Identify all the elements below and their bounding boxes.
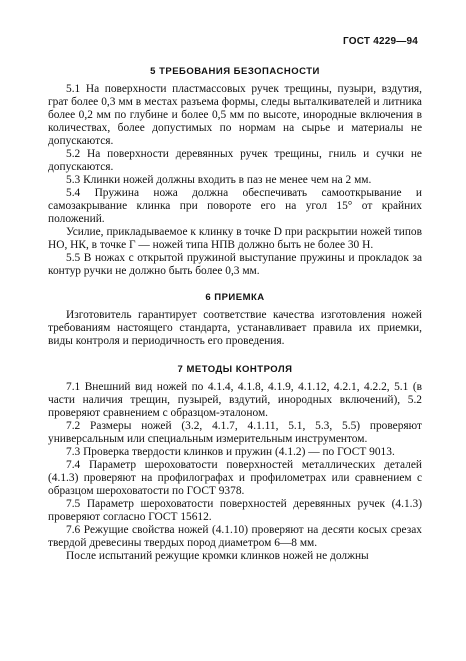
paragraph: После испытаний режущие кромки клинков ножей не должны (66, 550, 369, 562)
document-header: ГОСТ 4229—94 (343, 36, 418, 47)
paragraph: 5.5 В ножах с открытой пружиной выступание пружины и прокладок за контур ручки не должно быть более 0,3 мм. (48, 252, 422, 277)
section-title: 6 ПРИЕМКА (205, 292, 265, 303)
paragraph: 7.4 Параметр шероховатости поверхностей металлических деталей (4.1.3) проверяют на профилографах и профилометрах или сравнением с образцом шероховатости по ГОСТ 9378. (48, 459, 422, 497)
section-acceptance (48, 292, 422, 348)
section-title: 7 МЕТОДЫ КОНТРОЛЯ (177, 364, 293, 375)
paragraph: 5.2 На поверхности деревянных ручек трещины, гниль и сучки не допускаются. (48, 148, 422, 173)
document-body (48, 66, 422, 563)
paragraph: 5.4 Пружина ножа должна обеспечивать самооткрывание и самозакрывание клинка при повороте его на угол 15° от крайних положений. (48, 187, 422, 225)
section-title: 5 ТРЕБОВАНИЯ БЕЗОПАСНОСТИ (150, 66, 320, 77)
paragraph: 7.6 Режущие свойства ножей (4.1.10) проверяют на десяти косых срезах твердой древесины твердых пород диаметром 6—8 мм. (48, 524, 422, 549)
paragraph: 7.5 Параметр шероховатости поверхностей деревянных ручек (4.1.3) проверяют согласно ГОСТ 15612. (48, 498, 422, 523)
section-control-methods (48, 364, 422, 563)
paragraph: 7.1 Внешний вид ножей по 4.1.4, 4.1.8, 4.1.9, 4.1.12, 4.2.1, 4.2.2, 5.1 (в части наличия трещин, пузырей, вздутий, инородных включений), 5.2 проверяют сравнением с образцом-эталоном. (48, 381, 422, 419)
paragraph: 5.3 Клинки ножей должны входить в паз не менее чем на 2 мм. (66, 174, 372, 186)
section-safety-requirements (48, 66, 422, 278)
paragraph: 7.3 Проверка твердости клинков и пружин (4.1.2) — по ГОСТ 9013. (66, 446, 395, 458)
paragraph: Изготовитель гарантирует соответствие качества изготовления ножей требованиям настоящего стандарта, устанавливает правила их приемки, виды контроля и периодичность его проведения. (48, 309, 422, 347)
paragraph: 5.1 На поверхности пластмассовых ручек трещины, пузыри, вздутия, грат более 0,3 мм в местах разъема формы, следы выталкивателей и литника более 0,2 мм по глубине и более 0,5 мм по высоте, инородные включения в количествах, более допустимых по нормам на сырье и материалы не допускаются. (48, 83, 422, 147)
paragraph: 7.2 Размеры ножей (3.2, 4.1.7, 4.1.11, 5.1, 5.3, 5.5) проверяют универсальным или специальным измерительным инструментом. (48, 420, 422, 445)
paragraph: Усилие, прикладываемое к клинку в точке D при раскрытии ножей типов НО, НК, в точке Г — ножей типа НПВ должно быть не более 30 Н. (48, 226, 422, 251)
